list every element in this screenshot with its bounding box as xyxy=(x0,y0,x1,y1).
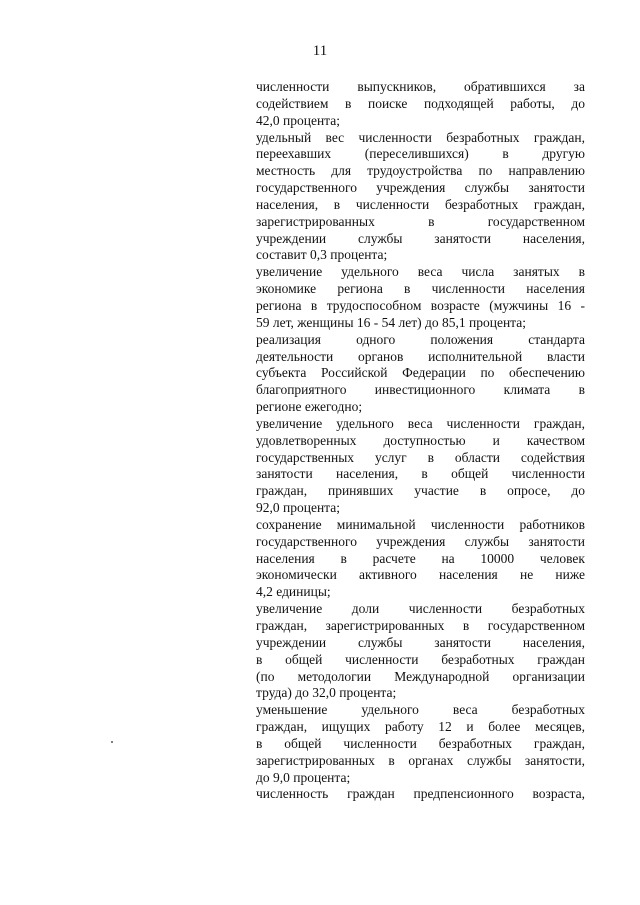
text-line: удовлетворенных доступностью и качеством xyxy=(256,432,585,448)
text-line: населения, в численности безработных граждан, xyxy=(256,196,585,212)
text-line: граждан, зарегистрированных в государственном xyxy=(256,618,585,633)
page-number: 11 xyxy=(312,43,328,59)
paragraph xyxy=(256,601,585,702)
paragraph xyxy=(256,786,585,803)
text-line: учреждении службы занятости населения, xyxy=(256,634,585,650)
text-line: составит 0,3 процента; xyxy=(256,247,388,263)
text-line: содействием в поиске подходящей работы, до xyxy=(256,95,585,111)
text-line: граждан, ищущих работу 12 и более месяцев, xyxy=(256,719,585,735)
text-line: 42,0 процента; xyxy=(256,112,340,128)
text-line: благоприятного инвестиционного климата в xyxy=(256,382,585,398)
text-line: 59 лет, женщины 16 - 54 лет) до 85,1 процента; xyxy=(256,314,526,330)
text-line: зарегистрированных в государственном xyxy=(256,213,585,229)
text-line: уменьшение удельного веса безработных xyxy=(256,702,585,718)
text-line: занятости населения, в общей численности xyxy=(256,466,585,482)
text-line: удельный вес численности безработных граждан, xyxy=(256,129,585,145)
text-line: реализация одного положения стандарта xyxy=(256,331,585,347)
paragraph xyxy=(256,130,585,265)
text-line: учреждении службы занятости населения, xyxy=(256,230,585,246)
text-line: регионе ежегодно; xyxy=(256,399,363,415)
paragraph xyxy=(256,416,585,517)
text-line: субъекта Российской Федерации по обеспечению xyxy=(256,365,585,381)
scan-speck xyxy=(111,741,113,743)
text-line: переехавших (переселившихся) в другую xyxy=(256,146,585,162)
text-line: зарегистрированных в органах службы занятости, xyxy=(256,752,585,768)
text-line: в общей численности безработных граждан, xyxy=(256,735,585,751)
paragraph xyxy=(256,517,585,601)
text-line: 92,0 процента; xyxy=(256,500,340,516)
text-line: экономике региона в численности населения xyxy=(256,281,585,297)
text-line: (по методологии Международной организации xyxy=(256,668,585,684)
text-line: в общей численности безработных граждан xyxy=(256,651,585,667)
paragraph xyxy=(256,264,585,331)
text-line: экономически активного населения не ниже xyxy=(256,567,585,583)
text-line: численность граждан предпенсионного возраста, xyxy=(256,786,585,802)
text-line: местность для трудоустройства по направлению xyxy=(256,163,585,179)
text-line: государственного учреждения службы занятости xyxy=(256,533,585,549)
text-line: граждан, принявших участие в опросе, до xyxy=(256,483,585,499)
text-line: региона в трудоспособном возрасте (мужчины 16 - xyxy=(256,297,585,313)
text-line: населения в расчете на 10000 человек xyxy=(256,550,585,566)
text-line: государственных услуг в области содействия xyxy=(256,449,585,465)
text-line: численности выпускников, обратившихся за xyxy=(256,79,585,94)
document-body xyxy=(256,79,585,803)
text-line: увеличение удельного веса численности граждан, xyxy=(256,415,585,431)
paragraph xyxy=(256,332,585,416)
text-line: государственного учреждения службы занятости xyxy=(256,180,585,196)
text-line: сохранение минимальной численности работников xyxy=(256,516,585,532)
paragraph xyxy=(256,702,585,786)
text-line: увеличение доли численности безработных xyxy=(256,601,585,617)
paragraph xyxy=(256,79,585,130)
text-line: увеличение удельного веса числа занятых в xyxy=(256,264,585,280)
text-line: до 9,0 процента; xyxy=(256,769,351,785)
text-line: труда) до 32,0 процента; xyxy=(256,685,397,701)
text-line: деятельности органов исполнительной власти xyxy=(256,348,585,364)
text-line: 4,2 единицы; xyxy=(256,584,331,600)
